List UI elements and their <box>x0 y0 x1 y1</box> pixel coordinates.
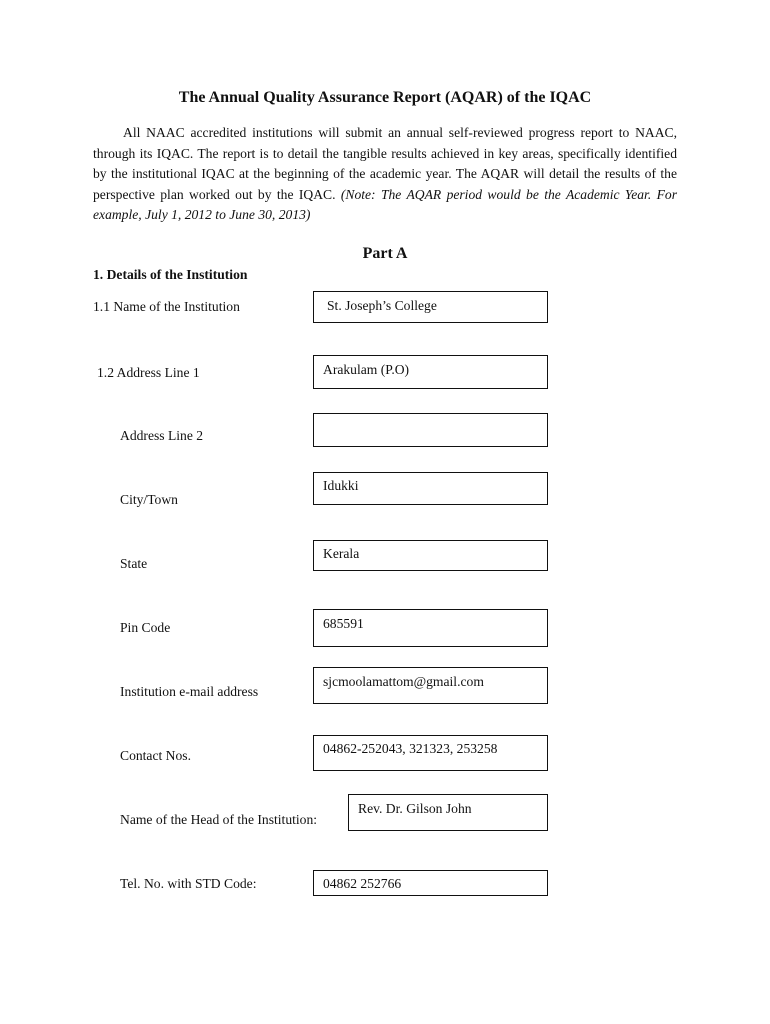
intro-paragraph <box>93 123 677 226</box>
head-field[interactable]: Rev. Dr. Gilson John <box>348 794 548 831</box>
document-title: The Annual Quality Assurance Report (AQAR) of the IQAC <box>178 89 592 106</box>
address-line1-label: 1.2 Address Line 1 <box>97 365 200 380</box>
state-label: State <box>120 556 148 571</box>
tel-label: Tel. No. with STD Code: <box>120 876 257 891</box>
address-line2-field[interactable] <box>313 413 548 447</box>
address-line2-label: Address Line 2 <box>120 428 204 443</box>
address-line1-field[interactable]: Arakulam (P.O) <box>313 355 548 389</box>
intro-text: All NAAC accredited institutions will submit an annual self-reviewed progress report to NAAC, through its IQAC. The report is to detail the tangible results achieved in key areas, specifically identified by the institutional IQAC at the beginning of the academic year. The AQAR will detail the results of the perspective plan worked out by the IQAC. <box>93 125 677 202</box>
section-heading: 1. Details of the Institution <box>93 267 248 282</box>
pin-code-field[interactable]: 685591 <box>313 609 548 647</box>
institution-name-label: 1.1 Name of the Institution <box>93 299 240 314</box>
city-label: City/Town <box>120 492 178 507</box>
state-field[interactable]: Kerala <box>313 540 548 571</box>
part-heading: Part A <box>362 245 408 262</box>
tel-field[interactable]: 04862 252766 <box>313 870 548 896</box>
intro-note: (Note: The AQAR period would be the Academic Year. For example, July 1, 2012 to June 30, 2013) <box>93 186 677 223</box>
email-field[interactable]: sjcmoolamattom@gmail.com <box>313 667 548 704</box>
head-label: Name of the Head of the Institution: <box>120 812 318 827</box>
institution-name-field[interactable]: St. Joseph’s College <box>313 291 548 323</box>
city-field[interactable]: Idukki <box>313 472 548 505</box>
contact-field[interactable]: 04862-252043, 321323, 253258 <box>313 735 548 771</box>
email-label: Institution e-mail address <box>120 684 259 699</box>
pin-code-label: Pin Code <box>120 620 171 635</box>
contact-label: Contact Nos. <box>120 748 191 763</box>
